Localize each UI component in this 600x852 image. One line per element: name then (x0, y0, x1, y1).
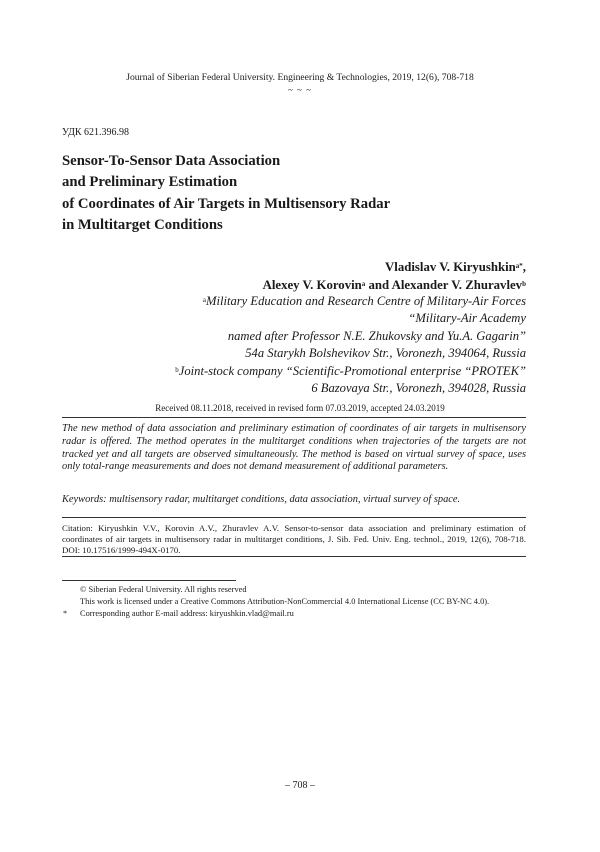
journal-header: Journal of Siberian Federal University. Engineering & Technologies, 2019, 12(6), 708-718 (126, 72, 474, 83)
divider (62, 517, 526, 518)
citation: Citation: Kiryushkin V.V., Korovin A.V., Zhuravlev A.V. Sensor-to-sensor data association and preliminary estimation of coordinates of air targets in multisensory radar in multitarget conditions, J. Sib. Fed. Univ. Eng. technol., 2019, 12(6), 708-718. DOI: 10.17516/1999-494X-0170. (62, 523, 526, 555)
author-name-zhuravlev: Alexander V. Zhuravlev (391, 277, 523, 292)
corresponding-author: Corresponding author E-mail address: kiryushkin.vlad@mail.ru (80, 609, 294, 618)
affiliation-a-line-3: named after Professor N.E. Zhukovsky and Yu.A. Gagarin” (227, 328, 526, 343)
copyright-notice: © Siberian Federal University. All rights reserved (80, 585, 247, 594)
title-line-1: Sensor-To-Sensor Data Association (62, 153, 281, 169)
udc-code: УДК 621.396.98 (62, 127, 130, 138)
abstract: The new method of data association and preliminary estimation of coordinates of air targets in multisensory radar is offered. The method operates in the multitarget conditions when trajectories of the targets are not tracked yet and all targets are observed simultaneously. The method is based on virtual survey of space, uses only total-range measurements and does not demand measurement of additional parameters. (62, 423, 526, 473)
author-separator: , (522, 260, 526, 274)
keywords: Keywords: multisensory radar, multitarget conditions, data association, virtual survey of space. (62, 494, 461, 505)
divider (62, 556, 526, 557)
received-dates: Received 08.11.2018, received in revised form 07.03.2019, accepted 24.03.2019 (155, 403, 445, 413)
affiliation-text: Joint-stock company “Scientific-Promotional enterprise “PROTEK” (178, 363, 526, 378)
affiliation-b-line-2: 6 Bazovaya Str., Voronezh, 394028, Russia (311, 381, 526, 396)
affiliation-text: Military Education and Research Centre of Military-Air Forces (205, 294, 526, 308)
author-name-korovin: Alexey V. Korovin (262, 277, 362, 292)
affil-mark: a (515, 262, 520, 270)
author-list (263, 259, 526, 294)
affiliation-a-line-1 (175, 293, 526, 310)
header-ornament: ~ ~ ~ (287, 85, 313, 95)
page-number: – 708 – (285, 780, 315, 791)
title-line-3: of Coordinates of Air Targets in Multisensory Radar (62, 195, 391, 212)
affil-mark: b (522, 279, 526, 288)
author-name-kiryushkin: Vladislav V. Kiryushkin (385, 260, 516, 274)
license-notice: This work is licensed under a Creative Commons Attribution-NonCommercial 4.0 International License (CC BY-NC 4.0). (80, 597, 490, 606)
affiliation-a-line-2: “Military-Air Academy (408, 311, 526, 326)
author-line-2 (263, 277, 526, 295)
article-title (62, 151, 542, 236)
affil-mark: a (361, 279, 366, 288)
author-line-1 (263, 259, 526, 277)
affiliations (175, 293, 526, 397)
corresponding-mark: * (519, 262, 523, 270)
affiliation-a-line-4: 54a Starykh Bolshevikov Str., Voronezh, 394064, Russia (245, 346, 526, 361)
footnote-star: * (63, 609, 68, 618)
title-line-2: and Preliminary Estimation (62, 174, 238, 191)
author-conjunction: and (365, 277, 392, 292)
footnote-divider (62, 580, 236, 581)
affil-mark: b (175, 365, 179, 374)
title-line-4: in Multitarget Conditions (62, 216, 223, 233)
affil-mark: a (202, 296, 206, 304)
affiliation-b-line-1 (175, 363, 526, 380)
divider (62, 417, 526, 418)
